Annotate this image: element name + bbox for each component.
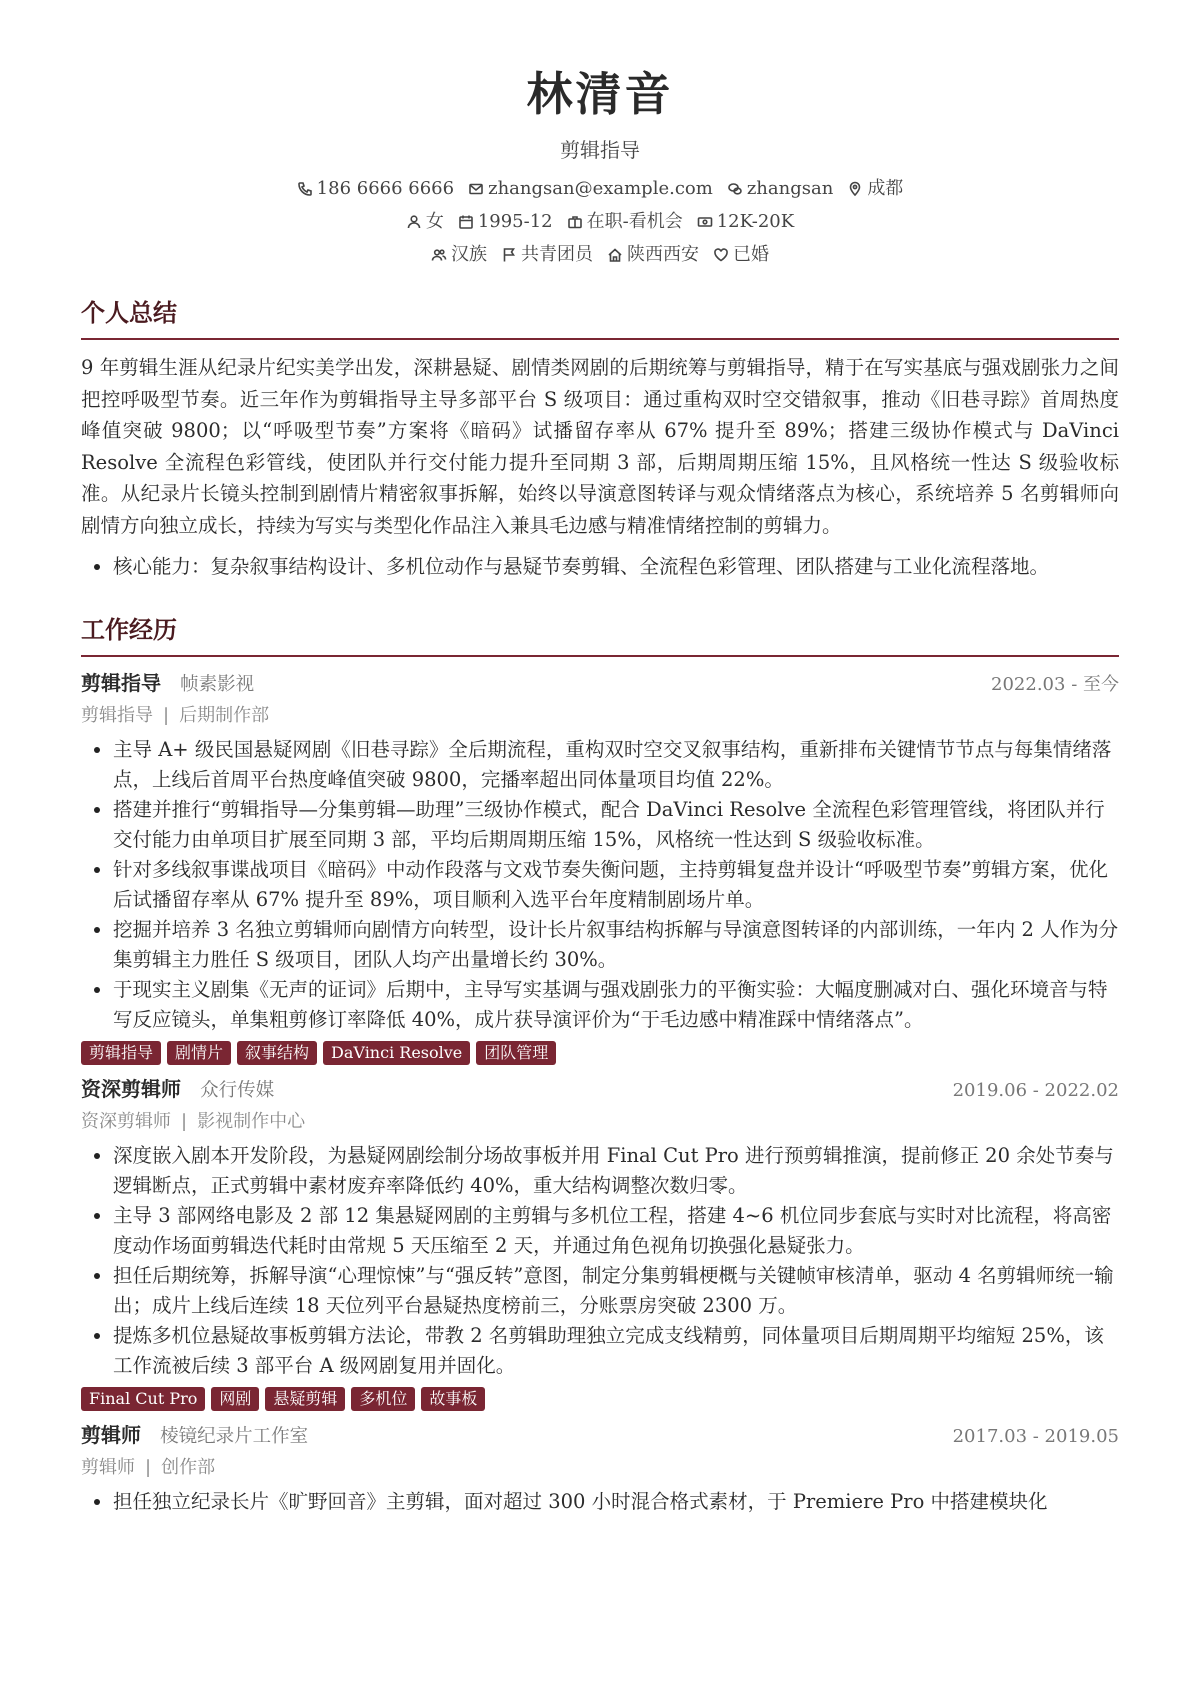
job-entry — [81, 1075, 1119, 1411]
skill-tag: 故事板 — [421, 1387, 485, 1411]
calendar-icon — [458, 214, 474, 230]
wechat-text: zhangsan — [746, 178, 834, 199]
skill-tag: 悬疑剪辑 — [265, 1387, 345, 1411]
job-company: 帧素影视 — [180, 673, 255, 695]
job-bullet: • 担任独立纪录长片《旷野回音》主剪辑，面对超过 300 小时混合格式素材，于 Premiere Pro 中搭建模块化 — [113, 1487, 1119, 1517]
job-bullet: • 挖掘并培养 3 名独立剪辑师向剧情方向转型，设计长片叙事结构拆解与导演意图转译的内部训练，一年内 2 人作为分集剪辑主力胜任 S 级项目，团队人均产出量增长约 30%。 — [113, 915, 1119, 975]
job-bullet: • 主导 3 部网络电影及 2 部 12 集悬疑网剧的主剪辑与多机位工程，搭建 4~6 机位同步套底与实时对比流程，将高密度动作场面剪辑迭代耗时由常规 5 天压缩至 2 天，并通过角色视角切换强化悬疑张力。 — [113, 1201, 1119, 1261]
job-date: 2019.06 - 2022.02 — [952, 1079, 1119, 1101]
job-bullet: • 提炼多机位悬疑故事板剪辑方法论，带教 2 名剪辑助理独立完成支线精剪，同体量项目后期周期平均缩短 25%，该工作流被后续 3 部平台 A 级网剧复用并固化。 — [113, 1321, 1119, 1381]
contact-location — [847, 176, 903, 202]
skill-tag: 剪辑指导 — [81, 1041, 161, 1065]
salary-text: 12K-20K — [716, 211, 795, 232]
job-subline — [81, 701, 1119, 731]
phone-icon — [297, 181, 313, 197]
contact-row — [81, 176, 1119, 202]
extra-row — [81, 242, 1119, 268]
job-position: 剪辑指导 — [81, 704, 153, 726]
marital-text: 已婚 — [733, 244, 769, 265]
candidate-name: 林清音 — [526, 67, 674, 121]
personal-status — [567, 209, 683, 235]
job-position: 资深剪辑师 — [81, 1110, 171, 1132]
skill-tag: DaVinci Resolve — [323, 1041, 470, 1065]
money-icon — [697, 214, 713, 230]
personal-salary — [697, 209, 794, 235]
status-text: 在职-看机会 — [586, 211, 683, 232]
personal-gender — [406, 209, 444, 235]
skill-tag: 叙事结构 — [237, 1041, 317, 1065]
job-company: 众行传媒 — [200, 1079, 275, 1101]
contact-email — [468, 176, 713, 202]
summary-bullets — [81, 551, 1119, 583]
job-bullet: • 搭建并推行“剪辑指导—分集剪辑—助理”三级协作模式，配合 DaVinci Resolve 全流程色彩管理管线，将团队并行交付能力由单项目扩展至同期 3 部，平均后期周期压缩 15%，风格统一性达到 S 级验收标准。 — [113, 795, 1119, 855]
job-header — [81, 1075, 1119, 1105]
job-department: 创作部 — [161, 1456, 216, 1478]
section-divider — [81, 655, 1119, 657]
ethnicity-text: 汉族 — [451, 244, 487, 265]
summary-text: 9 年剪辑生涯从纪录片纪实美学出发，深耕悬疑、剧情类网剧的后期统筹与剪辑指导，精于在写实基底与强戏剧张力之间把控呼吸型节奏。近三年作为剪辑指导主导多部平台 S 级项目：通过重构双时空交错叙事，推动《旧巷寻踪》首周热度峰值突破 9800；以“呼吸型节奏”方案将《暗码》试播留存率从 67% 提升至 89%；搭建三级协作模式与 DaVinci Resolve 全流程色彩管线，使团队并行交付能力提升至同期 3 部，后期周期压缩 15%，且风格统一性达 S 级验收标准。从纪录片长镜头控制到剧情片精密叙事拆解，始终以导演意图转译与观众情绪落点为核心，系统培养 5 名剪辑师向剧情方向独立成长，持续为写实与类型化作品注入兼具毛边感与精准情绪控制的剪辑力。 — [81, 356, 1119, 537]
job-bullet: • 主导 A+ 级民国悬疑网剧《旧巷寻踪》全后期流程，重构双时空交叉叙事结构，重新排布关键情节节点与每集情绪落点，上线后首周平台热度峰值突破 9800，完播率超出同体量项目均值 22%。 — [113, 735, 1119, 795]
briefcase-icon — [567, 214, 583, 230]
gender-text: 女 — [425, 211, 444, 232]
job-subline — [81, 1453, 1119, 1483]
job-bullet: • 于现实主义剧集《无声的证词》后期中，主导写实基调与强戏剧张力的平衡实验：大幅度删减对白、强化环境音与特写反应镜头，单集粗剪修订率降低 40%，成片获导演评价为“于毛边感中精准踩中情绪落点”。 — [113, 975, 1119, 1035]
birth-text: 1995-12 — [477, 211, 553, 232]
job-bullet: • 针对多线叙事谍战项目《暗码》中动作段落与文戏节奏失衡问题，主持剪辑复盘并设计“呼吸型节奏”剪辑方案，优化后试播留存率从 67% 提升至 89%，项目顺利入选平台年度精制剧场片单。 — [113, 855, 1119, 915]
skill-tag: 多机位 — [351, 1387, 415, 1411]
contact-wechat — [727, 176, 833, 202]
job-date: 2022.03 - 至今 — [991, 673, 1119, 695]
separator: | — [163, 704, 170, 726]
job-entry — [81, 1421, 1119, 1517]
phone-text: 186 6666 6666 — [316, 178, 455, 199]
summary-bullet: • 核心能力：复杂叙事结构设计、多机位动作与悬疑节奏剪辑、全流程色彩管理、团队搭建与工业化流程落地。 — [113, 551, 1119, 583]
job-company: 棱镜纪录片工作室 — [160, 1425, 309, 1447]
job-header — [81, 1421, 1119, 1451]
mail-icon — [468, 181, 484, 197]
job-header — [81, 669, 1119, 699]
job-role: 剪辑指导 — [81, 670, 161, 695]
people-icon — [431, 247, 447, 263]
job-bullets — [81, 735, 1119, 1035]
skill-tag: 网剧 — [211, 1387, 259, 1411]
resume-content — [81, 0, 1119, 1517]
candidate-title: 剪辑指导 — [560, 138, 640, 162]
personal-birth — [458, 209, 553, 235]
contact-phone — [297, 176, 454, 202]
section-divider — [81, 338, 1119, 340]
job-department: 影视制作中心 — [197, 1110, 306, 1132]
flag-icon — [501, 247, 517, 263]
skill-tag: Final Cut Pro — [81, 1387, 205, 1411]
job-role: 资深剪辑师 — [81, 1076, 181, 1101]
location-icon — [847, 181, 863, 197]
extra-marital — [713, 242, 769, 268]
job-entry — [81, 669, 1119, 1065]
job-tags — [81, 1041, 1119, 1065]
job-role: 剪辑师 — [81, 1422, 141, 1447]
person-icon — [406, 214, 422, 230]
job-bullet: • 担任后期统筹，拆解导演“心理惊悚”与“强反转”意图，制定分集剪辑梗概与关键帧审核清单，驱动 4 名剪辑师统一输出；成片上线后连续 18 天位列平台悬疑热度榜前三，分账票房突破 2300 万。 — [113, 1261, 1119, 1321]
summary-heading: 个人总结 — [81, 298, 177, 327]
job-position: 剪辑师 — [81, 1456, 135, 1478]
skill-tag: 剧情片 — [167, 1041, 231, 1065]
job-date: 2017.03 - 2019.05 — [952, 1425, 1119, 1447]
separator: | — [181, 1110, 188, 1132]
contact-block — [81, 176, 1119, 268]
skill-tag: 团队管理 — [476, 1041, 556, 1065]
extra-hometown — [607, 242, 699, 268]
separator: | — [145, 1456, 152, 1478]
experience-heading: 工作经历 — [81, 614, 177, 644]
email-text: zhangsan@example.com — [488, 178, 713, 199]
job-bullets — [81, 1141, 1119, 1381]
personal-row — [81, 209, 1119, 235]
home-icon — [607, 247, 623, 263]
job-subline — [81, 1107, 1119, 1137]
location-text: 成都 — [867, 178, 904, 199]
hometown-text: 陕西西安 — [627, 244, 699, 265]
job-department: 后期制作部 — [179, 704, 270, 726]
job-bullets — [81, 1487, 1119, 1517]
heart-icon — [713, 247, 729, 263]
extra-political — [501, 242, 593, 268]
political-text: 共青团员 — [521, 244, 593, 265]
wechat-icon — [727, 181, 743, 197]
extra-ethnicity — [431, 242, 487, 268]
job-tags — [81, 1387, 1119, 1411]
job-bullet: • 深度嵌入剧本开发阶段，为悬疑网剧绘制分场故事板并用 Final Cut Pro 进行预剪辑推演，提前修正 20 余处节奏与逻辑断点，正式剪辑中素材废弃率降低约 40%，重大结构调整次数归零。 — [113, 1141, 1119, 1201]
